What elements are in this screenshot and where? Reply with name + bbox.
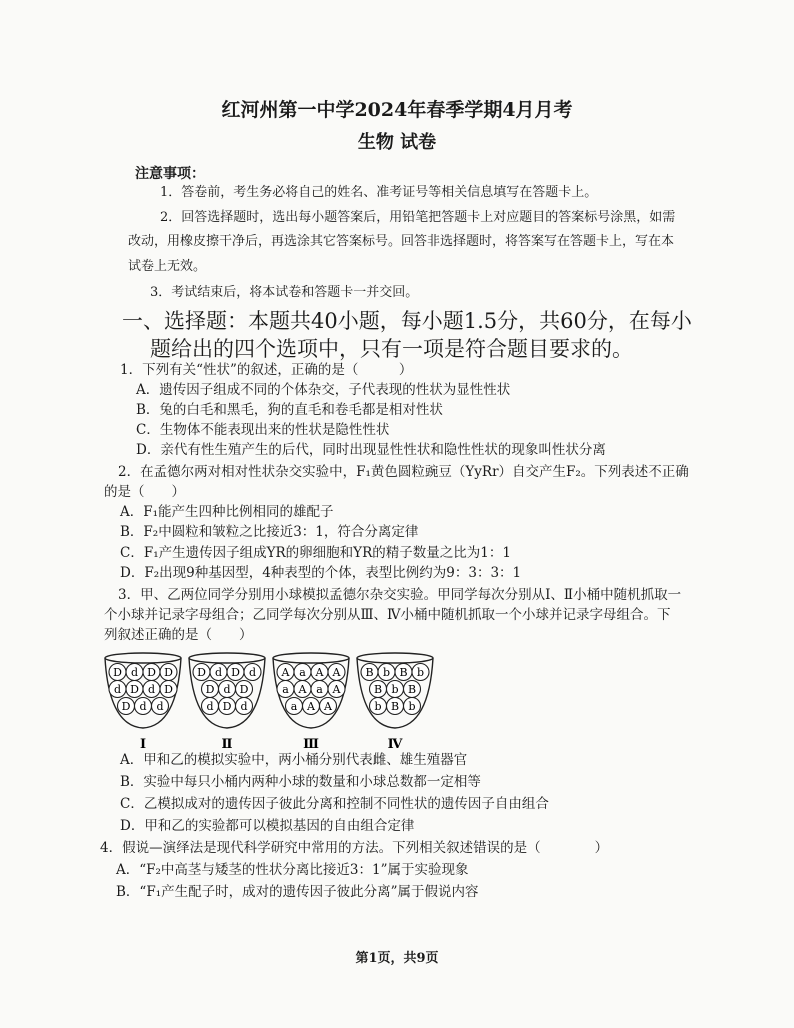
q2-option-c: C．F₁产生遗传因子组成YR的卵细胞和YR的精子数量之比为1：1 [120, 545, 511, 561]
exam-title: 红河州第一中学2024年春季学期4月月考 [221, 99, 573, 121]
ball-letter: A [298, 683, 307, 696]
ball-letter: D [231, 666, 240, 679]
q2-option-b: B．F₂中圆粒和皱粒之比接近3：1，符合分离定律 [120, 524, 419, 540]
q1-option-b: B．兔的白毛和黑毛，狗的直毛和卷毛都是相对性状 [136, 402, 443, 418]
bucket-label: Ⅱ [221, 737, 233, 752]
q1-option-a: A．遗传因子组成不同的个体杂交，子代表现的性状为显性性状 [136, 382, 511, 398]
ball-letter: a [299, 666, 306, 679]
ball-letter: b [374, 700, 382, 713]
ball-letter: A [307, 700, 315, 713]
ball-letter: A [332, 666, 341, 679]
ball-letter: B [399, 666, 408, 679]
ball-letter: A [332, 683, 341, 696]
q1-stem: 1．下列有关“性状”的叙述，正确的是（ ） [120, 362, 413, 378]
ball-letter: d [113, 683, 122, 696]
notice-heading: 注意事项： [135, 166, 205, 182]
q4-stem: 4．假说—演绎法是现代科学研究中常用的方法。下列相关叙述错误的是（ ） [100, 840, 609, 856]
ball-letter: a [316, 683, 323, 696]
ball-letter: d [240, 700, 248, 713]
bucket-1 [105, 653, 181, 752]
q2-stem-line-2: 的是（ ） [104, 484, 185, 500]
ball-letter: D [130, 683, 139, 696]
ball-letter: B [407, 683, 417, 696]
ball-letter: d [156, 700, 164, 713]
ball-letter: B [365, 666, 374, 679]
notice-item-2-line-2: 改动，用橡皮擦干净后，再选涂其它答案标号。回答非选择题时，将答案写在答题卡上，写在本 [128, 234, 675, 249]
ball-letter: d [139, 700, 147, 713]
bucket-2 [189, 653, 265, 752]
section-heading-line-1: 一、选择题：本题共40小题，每小题1.5分，共60分，在每小 [122, 309, 692, 333]
q3-stem-line-1: 3．甲、乙两位同学分别用小球模拟孟德尔杂交实验。甲同学每次分别从Ⅰ、Ⅱ小桶中随机抓取一 [118, 587, 682, 603]
ball-letter: A [281, 666, 290, 679]
ball-letter: b [408, 700, 416, 713]
q1-option-c: C．生物体不能表现出来的性状是隐性性状 [136, 422, 390, 438]
ball-letter: d [248, 666, 257, 679]
ball-letter: a [282, 683, 289, 696]
ball-letter: a [290, 700, 298, 713]
ball-letter: d [130, 666, 139, 679]
ball-letter: b [416, 666, 425, 679]
ball-letter: D [113, 666, 122, 679]
bucket-diagram [100, 648, 460, 756]
ball-letter: d [223, 683, 231, 696]
q2-option-a: A．F₁能产生四种比例相同的雄配子 [120, 504, 334, 520]
q3-option-a: A．甲和乙的模拟实验中，两小桶分别代表雌、雄生殖器官 [120, 752, 468, 768]
ball-letter: D [222, 700, 232, 713]
ball-letter: D [205, 683, 215, 696]
bucket-label: Ⅰ [139, 737, 147, 752]
exam-subtitle: 生物 试卷 [357, 132, 437, 153]
ball-letter: B [373, 683, 383, 696]
bucket-label: Ⅳ [387, 737, 403, 752]
ball-letter: A [324, 700, 332, 713]
ball-letter: A [315, 666, 324, 679]
ball-letter: d [206, 700, 214, 713]
ball-letter: d [214, 666, 223, 679]
q3-stem-line-3: 列叙述正确的是（ ） [104, 627, 253, 643]
ball-letter: b [382, 666, 391, 679]
q3-stem-line-2: 个小球并记录字母组合；乙同学每次分别从Ⅲ、Ⅳ小桶中随机抓取一个小球并记录字母组合。下 [104, 607, 671, 623]
q3-option-c: C．乙模拟成对的遗传因子彼此分离和控制不同性状的遗传因子自由组合 [120, 796, 549, 812]
q3-option-d: D．甲和乙的实验都可以模拟基因的自由组合定律 [120, 818, 415, 834]
bucket-3 [273, 653, 349, 752]
q2-option-d: D．F₂出现9种基因型，4种表型的个体，表型比例约为9：3：3：1 [120, 565, 522, 581]
section-heading-line-2: 题给出的四个选项中，只有一项是符合题目要求的。 [150, 337, 633, 361]
notice-item-2-line-3: 试卷上无效。 [128, 259, 207, 274]
notice-item-2-line-1: 2．回答选择题时，选出每小题答案后，用铅笔把答题卡上对应题目的答案标号涂黑，如需 [160, 210, 676, 225]
ball-letter: D [164, 666, 173, 679]
page-number: 第1页，共9页 [355, 951, 439, 966]
q1-option-d: D．亲代有性生殖产生的后代，同时出现显性性状和隐性性状的现象叫性状分离 [136, 442, 606, 458]
bucket-4 [357, 653, 433, 752]
ball-letter: B [390, 700, 400, 713]
ball-letter: d [147, 683, 156, 696]
q4-option-a: A．“F₂中高茎与矮茎的性状分离比接近3：1”属于实验现象 [116, 862, 469, 878]
notice-item-1: 1．答卷前，考生务必将自己的姓名、准考证号等相关信息填写在答题卡上。 [160, 185, 598, 200]
bucket-figure [100, 648, 460, 756]
ball-letter: D [147, 666, 156, 679]
q3-option-b: B．实验中每只小桶内两种小球的数量和小球总数都一定相等 [120, 774, 481, 790]
ball-letter: b [391, 683, 399, 696]
ball-letter: D [239, 683, 249, 696]
q4-option-b: B．“F₁产生配子时，成对的遗传因子彼此分离”属于假说内容 [116, 884, 479, 900]
notice-item-3: 3．考试结束后，将本试卷和答题卡一并交回。 [150, 285, 419, 300]
ball-letter: D [164, 683, 173, 696]
ball-letter: D [121, 700, 131, 713]
bucket-label: Ⅲ [303, 737, 319, 752]
q2-stem-line-1: 2．在孟德尔两对相对性状杂交实验中，F₁黄色圆粒豌豆（YyRr）自交产生F₂。下列表述不正确 [118, 464, 689, 480]
ball-letter: D [197, 666, 206, 679]
